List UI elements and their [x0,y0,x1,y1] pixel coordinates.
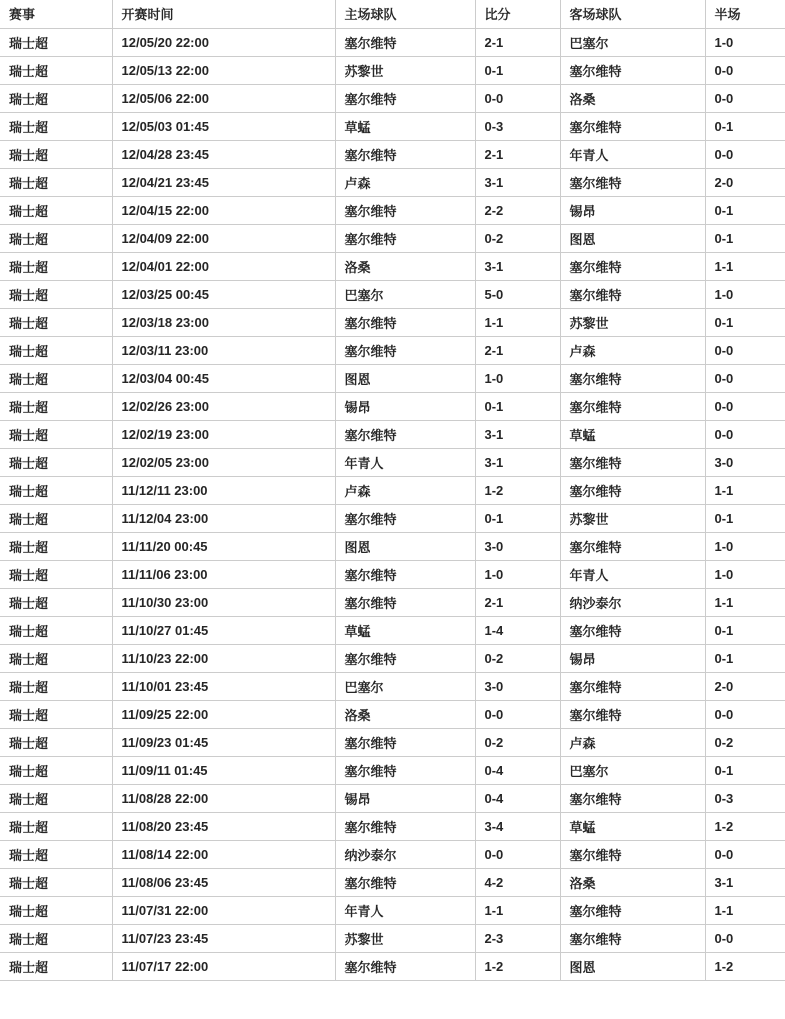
cell-score: 0-0 [475,700,560,728]
cell-halftime: 0-1 [705,756,785,784]
cell-away-team: 草蜢 [560,812,705,840]
cell-home-team: 卢森 [335,476,475,504]
col-header-score: 比分 [475,0,560,28]
cell-kickoff-time: 11/07/23 23:45 [112,924,335,952]
cell-score: 2-1 [475,140,560,168]
cell-away-team: 洛桑 [560,868,705,896]
cell-away-team: 卢森 [560,336,705,364]
cell-away-team: 塞尔维特 [560,392,705,420]
cell-league: 瑞士超 [0,476,112,504]
cell-league: 瑞士超 [0,140,112,168]
cell-kickoff-time: 11/08/20 23:45 [112,812,335,840]
cell-league: 瑞士超 [0,588,112,616]
cell-league: 瑞士超 [0,280,112,308]
cell-league: 瑞士超 [0,252,112,280]
cell-away-team: 塞尔维特 [560,168,705,196]
table-row [0,616,785,644]
cell-home-team: 塞尔维特 [335,420,475,448]
cell-halftime: 0-0 [705,336,785,364]
cell-away-team: 锡昂 [560,644,705,672]
cell-kickoff-time: 12/05/13 22:00 [112,56,335,84]
cell-home-team: 塞尔维特 [335,224,475,252]
cell-home-team: 图恩 [335,364,475,392]
cell-kickoff-time: 11/11/20 00:45 [112,532,335,560]
header-row [0,0,785,28]
cell-score: 3-1 [475,448,560,476]
cell-league: 瑞士超 [0,672,112,700]
cell-league: 瑞士超 [0,784,112,812]
col-header-halftime: 半场 [705,0,785,28]
cell-kickoff-time: 12/02/26 23:00 [112,392,335,420]
table-row [0,672,785,700]
cell-league: 瑞士超 [0,952,112,980]
cell-league: 瑞士超 [0,224,112,252]
table-row [0,28,785,56]
table-row [0,504,785,532]
cell-home-team: 塞尔维特 [335,140,475,168]
cell-score: 1-1 [475,896,560,924]
cell-kickoff-time: 12/04/01 22:00 [112,252,335,280]
cell-halftime: 1-1 [705,896,785,924]
cell-kickoff-time: 11/10/27 01:45 [112,616,335,644]
cell-league: 瑞士超 [0,756,112,784]
table-row [0,840,785,868]
cell-away-team: 塞尔维特 [560,672,705,700]
cell-kickoff-time: 11/09/25 22:00 [112,700,335,728]
table-row [0,896,785,924]
cell-league: 瑞士超 [0,924,112,952]
cell-away-team: 塞尔维特 [560,840,705,868]
cell-halftime: 0-1 [705,504,785,532]
cell-home-team: 巴塞尔 [335,280,475,308]
table-row [0,364,785,392]
table-row [0,420,785,448]
cell-away-team: 巴塞尔 [560,756,705,784]
cell-kickoff-time: 12/04/09 22:00 [112,224,335,252]
cell-league: 瑞士超 [0,364,112,392]
cell-score: 2-1 [475,588,560,616]
cell-home-team: 塞尔维特 [335,644,475,672]
cell-away-team: 塞尔维特 [560,56,705,84]
cell-score: 2-1 [475,336,560,364]
cell-home-team: 图恩 [335,532,475,560]
cell-away-team: 卢森 [560,728,705,756]
cell-away-team: 塞尔维特 [560,112,705,140]
cell-home-team: 塞尔维特 [335,28,475,56]
cell-score: 0-0 [475,84,560,112]
table-row [0,392,785,420]
cell-kickoff-time: 11/09/23 01:45 [112,728,335,756]
table-row [0,532,785,560]
cell-away-team: 塞尔维特 [560,616,705,644]
cell-halftime: 0-0 [705,420,785,448]
cell-halftime: 1-0 [705,280,785,308]
cell-score: 1-4 [475,616,560,644]
col-header-away-team: 客场球队 [560,0,705,28]
cell-home-team: 塞尔维特 [335,812,475,840]
cell-league: 瑞士超 [0,84,112,112]
cell-kickoff-time: 11/08/14 22:00 [112,840,335,868]
table-row [0,196,785,224]
table-row [0,224,785,252]
cell-away-team: 年青人 [560,560,705,588]
cell-halftime: 1-1 [705,588,785,616]
cell-league: 瑞士超 [0,420,112,448]
cell-home-team: 塞尔维特 [335,560,475,588]
cell-away-team: 苏黎世 [560,308,705,336]
cell-kickoff-time: 12/04/21 23:45 [112,168,335,196]
cell-kickoff-time: 12/03/25 00:45 [112,280,335,308]
cell-halftime: 1-0 [705,28,785,56]
cell-home-team: 塞尔维特 [335,308,475,336]
cell-halftime: 0-1 [705,224,785,252]
cell-kickoff-time: 11/10/30 23:00 [112,588,335,616]
table-row [0,560,785,588]
table-row [0,784,785,812]
cell-home-team: 塞尔维特 [335,588,475,616]
cell-league: 瑞士超 [0,728,112,756]
cell-score: 0-2 [475,728,560,756]
cell-league: 瑞士超 [0,448,112,476]
cell-kickoff-time: 11/08/06 23:45 [112,868,335,896]
col-header-league: 赛事 [0,0,112,28]
cell-halftime: 1-1 [705,252,785,280]
cell-home-team: 塞尔维特 [335,756,475,784]
cell-score: 0-4 [475,756,560,784]
cell-score: 3-0 [475,532,560,560]
cell-score: 2-2 [475,196,560,224]
cell-home-team: 洛桑 [335,252,475,280]
cell-away-team: 图恩 [560,224,705,252]
cell-away-team: 塞尔维特 [560,896,705,924]
cell-kickoff-time: 12/02/19 23:00 [112,420,335,448]
cell-halftime: 1-0 [705,532,785,560]
cell-halftime: 0-0 [705,140,785,168]
cell-home-team: 草蜢 [335,112,475,140]
cell-score: 0-4 [475,784,560,812]
cell-league: 瑞士超 [0,112,112,140]
table-row [0,952,785,980]
cell-halftime: 1-2 [705,812,785,840]
cell-halftime: 0-2 [705,728,785,756]
cell-halftime: 0-0 [705,840,785,868]
cell-league: 瑞士超 [0,532,112,560]
cell-kickoff-time: 12/02/05 23:00 [112,448,335,476]
cell-score: 0-2 [475,224,560,252]
cell-score: 3-1 [475,168,560,196]
cell-home-team: 塞尔维特 [335,728,475,756]
cell-score: 3-4 [475,812,560,840]
cell-league: 瑞士超 [0,868,112,896]
cell-league: 瑞士超 [0,896,112,924]
cell-home-team: 苏黎世 [335,56,475,84]
cell-away-team: 塞尔维特 [560,700,705,728]
cell-league: 瑞士超 [0,504,112,532]
cell-home-team: 年青人 [335,896,475,924]
cell-score: 3-1 [475,252,560,280]
cell-halftime: 0-0 [705,84,785,112]
cell-halftime: 0-0 [705,56,785,84]
cell-away-team: 塞尔维特 [560,448,705,476]
cell-away-team: 年青人 [560,140,705,168]
table-row [0,812,785,840]
table-row [0,56,785,84]
cell-league: 瑞士超 [0,56,112,84]
table-row [0,728,785,756]
table-row [0,280,785,308]
cell-halftime: 0-1 [705,308,785,336]
cell-away-team: 塞尔维特 [560,252,705,280]
cell-score: 1-0 [475,560,560,588]
table-row [0,924,785,952]
cell-home-team: 塞尔维特 [335,868,475,896]
cell-away-team: 塞尔维特 [560,476,705,504]
cell-away-team: 塞尔维特 [560,532,705,560]
cell-halftime: 3-0 [705,448,785,476]
cell-halftime: 0-1 [705,616,785,644]
cell-kickoff-time: 12/03/18 23:00 [112,308,335,336]
cell-halftime: 0-3 [705,784,785,812]
cell-halftime: 0-1 [705,644,785,672]
cell-away-team: 塞尔维特 [560,784,705,812]
cell-halftime: 0-0 [705,924,785,952]
cell-home-team: 塞尔维特 [335,84,475,112]
cell-kickoff-time: 12/03/11 23:00 [112,336,335,364]
cell-home-team: 塞尔维特 [335,196,475,224]
cell-halftime: 1-0 [705,560,785,588]
cell-league: 瑞士超 [0,392,112,420]
cell-score: 5-0 [475,280,560,308]
cell-halftime: 0-0 [705,700,785,728]
cell-home-team: 巴塞尔 [335,672,475,700]
cell-halftime: 0-1 [705,196,785,224]
cell-score: 1-2 [475,476,560,504]
cell-away-team: 塞尔维特 [560,924,705,952]
cell-score: 1-1 [475,308,560,336]
cell-kickoff-time: 11/09/11 01:45 [112,756,335,784]
cell-kickoff-time: 11/10/23 22:00 [112,644,335,672]
cell-league: 瑞士超 [0,560,112,588]
cell-score: 2-1 [475,28,560,56]
table-row [0,336,785,364]
cell-away-team: 草蜢 [560,420,705,448]
cell-home-team: 锡昂 [335,392,475,420]
col-header-home-team: 主场球队 [335,0,475,28]
cell-score: 0-1 [475,56,560,84]
cell-home-team: 塞尔维特 [335,952,475,980]
cell-away-team: 纳沙泰尔 [560,588,705,616]
cell-kickoff-time: 11/07/31 22:00 [112,896,335,924]
table-row [0,868,785,896]
cell-halftime: 0-0 [705,392,785,420]
cell-league: 瑞士超 [0,840,112,868]
cell-league: 瑞士超 [0,168,112,196]
cell-kickoff-time: 11/08/28 22:00 [112,784,335,812]
table-row [0,140,785,168]
cell-halftime: 2-0 [705,168,785,196]
cell-home-team: 塞尔维特 [335,336,475,364]
cell-score: 0-3 [475,112,560,140]
table-row [0,756,785,784]
cell-score: 3-1 [475,420,560,448]
cell-league: 瑞士超 [0,28,112,56]
cell-kickoff-time: 12/04/15 22:00 [112,196,335,224]
cell-home-team: 草蜢 [335,616,475,644]
cell-away-team: 苏黎世 [560,504,705,532]
cell-kickoff-time: 12/05/06 22:00 [112,84,335,112]
cell-kickoff-time: 11/11/06 23:00 [112,560,335,588]
cell-score: 0-0 [475,840,560,868]
cell-away-team: 图恩 [560,952,705,980]
cell-home-team: 锡昂 [335,784,475,812]
cell-league: 瑞士超 [0,336,112,364]
cell-score: 2-3 [475,924,560,952]
cell-kickoff-time: 11/12/04 23:00 [112,504,335,532]
cell-league: 瑞士超 [0,700,112,728]
cell-kickoff-time: 11/10/01 23:45 [112,672,335,700]
cell-away-team: 塞尔维特 [560,280,705,308]
cell-kickoff-time: 11/07/17 22:00 [112,952,335,980]
cell-league: 瑞士超 [0,308,112,336]
cell-halftime: 2-0 [705,672,785,700]
table-row [0,252,785,280]
table-row [0,588,785,616]
cell-halftime: 1-2 [705,952,785,980]
cell-score: 0-1 [475,392,560,420]
cell-halftime: 1-1 [705,476,785,504]
table-row [0,308,785,336]
cell-halftime: 0-0 [705,364,785,392]
cell-score: 0-2 [475,644,560,672]
cell-home-team: 塞尔维特 [335,504,475,532]
cell-away-team: 锡昂 [560,196,705,224]
cell-league: 瑞士超 [0,196,112,224]
cell-score: 0-1 [475,504,560,532]
cell-kickoff-time: 12/04/28 23:45 [112,140,335,168]
table-row [0,112,785,140]
cell-score: 4-2 [475,868,560,896]
cell-home-team: 苏黎世 [335,924,475,952]
cell-score: 3-0 [475,672,560,700]
cell-home-team: 纳沙泰尔 [335,840,475,868]
table-row [0,448,785,476]
cell-kickoff-time: 12/05/20 22:00 [112,28,335,56]
cell-score: 1-2 [475,952,560,980]
cell-halftime: 0-1 [705,112,785,140]
table-row [0,168,785,196]
cell-score: 1-0 [475,364,560,392]
cell-home-team: 洛桑 [335,700,475,728]
col-header-kickoff-time: 开赛时间 [112,0,335,28]
cell-league: 瑞士超 [0,812,112,840]
table-row [0,700,785,728]
cell-league: 瑞士超 [0,644,112,672]
table-row [0,476,785,504]
cell-kickoff-time: 11/12/11 23:00 [112,476,335,504]
cell-away-team: 洛桑 [560,84,705,112]
cell-home-team: 卢森 [335,168,475,196]
cell-home-team: 年青人 [335,448,475,476]
cell-kickoff-time: 12/05/03 01:45 [112,112,335,140]
cell-kickoff-time: 12/03/04 00:45 [112,364,335,392]
cell-away-team: 塞尔维特 [560,364,705,392]
cell-away-team: 巴塞尔 [560,28,705,56]
cell-halftime: 3-1 [705,868,785,896]
table-row [0,84,785,112]
cell-league: 瑞士超 [0,616,112,644]
table-row [0,644,785,672]
